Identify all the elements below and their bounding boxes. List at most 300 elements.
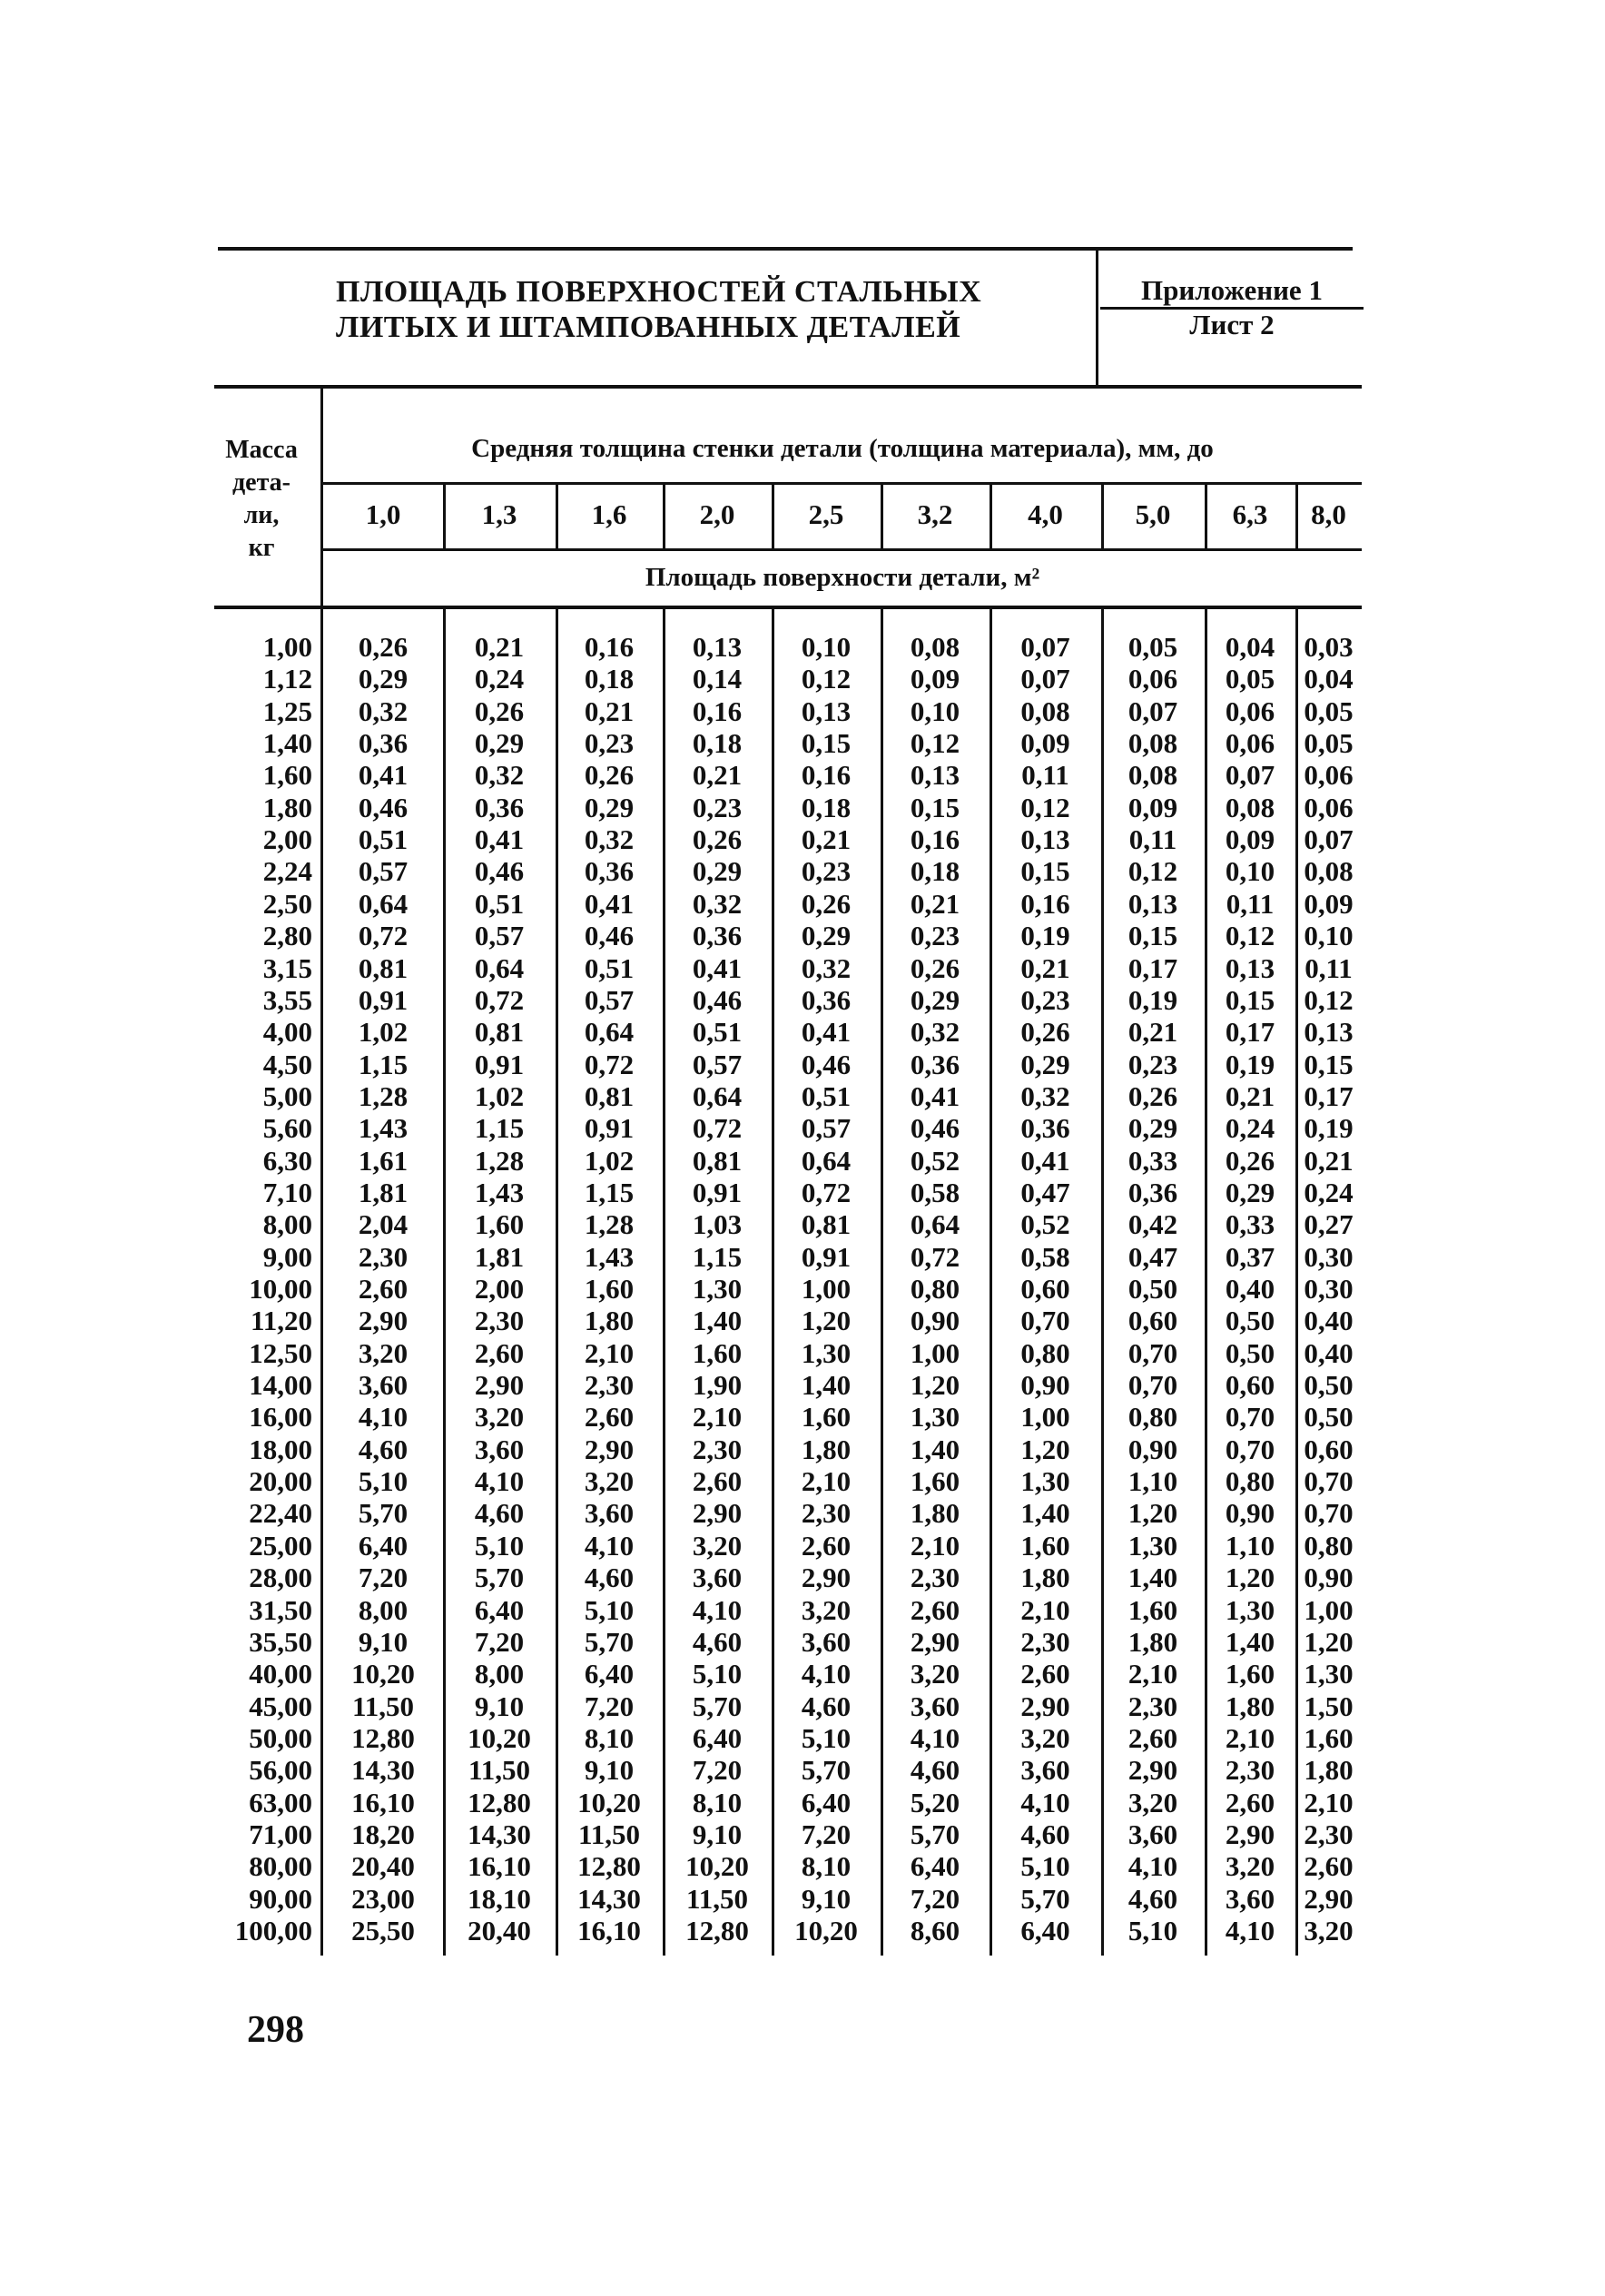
area-cell: 0,50 [1127,1273,1178,1305]
area-cell: 3,20 [474,1401,525,1434]
area-cell: 6,40 [474,1593,525,1626]
mass-cell: 16,00 [249,1401,312,1434]
area-cell: 0,21 [1127,1016,1178,1049]
mass-cell: 6,30 [262,1144,312,1177]
area-cell: 0,11 [1128,823,1177,856]
area-cell: 1,28 [358,1079,409,1112]
area-cell: 3,20 [1020,1721,1070,1754]
area-cell: 1,00 [1304,1593,1354,1626]
area-cell: 0,50 [1225,1305,1275,1337]
area-cell: 0,13 [910,759,960,792]
area-cell: 0,36 [692,920,743,952]
area-cell: 18,10 [468,1882,531,1915]
area-cell: 0,50 [1225,1336,1275,1369]
area-cell: 10,20 [351,1658,415,1690]
area-cell: 0,08 [1127,727,1178,760]
area-cell: 0,12 [910,727,960,760]
area-cell: 0,12 [1304,983,1354,1016]
area-cell: 0,19 [1127,983,1178,1016]
area-cell: 4,60 [801,1690,852,1722]
area-cell: 0,06 [1225,727,1275,760]
area-cell: 1,30 [1225,1593,1275,1626]
area-cell: 0,26 [1225,1144,1275,1177]
mass-cell: 4,00 [262,1016,312,1049]
area-cell: 0,08 [1020,695,1070,727]
mass-cell: 71,00 [249,1818,312,1850]
area-header: Площадь поверхности детали, м² [645,563,1040,592]
area-cell: 1,80 [910,1497,960,1530]
area-cell: 0,06 [1127,663,1178,695]
area-cell: 3,60 [1020,1754,1070,1787]
area-cell: 1,02 [474,1079,525,1112]
area-cell: 0,81 [584,1079,635,1112]
area-cell: 1,80 [801,1433,852,1465]
column-header-divider [1205,485,1207,548]
area-cell: 0,16 [910,823,960,856]
area-cell: 2,30 [474,1305,525,1337]
thickness-column-header: 6,3 [1232,498,1268,530]
area-cell: 2,90 [474,1369,525,1402]
area-cell: 0,50 [1304,1401,1354,1434]
area-cell: 0,26 [692,823,743,856]
area-cell: 1,02 [584,1144,635,1177]
area-cell: 0,32 [910,1016,960,1049]
area-cell: 5,10 [1127,1915,1178,1946]
area-cell: 0,64 [910,1208,960,1241]
area-cell: 0,57 [474,920,525,952]
mass-cell: 28,00 [249,1562,312,1594]
area-cell: 0,37 [1225,1240,1275,1273]
area-cell: 0,07 [1020,631,1070,663]
thickness-column-header: 8,0 [1311,498,1346,530]
area-cell: 2,90 [1127,1754,1178,1787]
area-cell: 0,09 [1304,887,1354,920]
area-cell: 0,81 [801,1208,852,1241]
area-cell: 1,40 [910,1433,960,1465]
area-cell: 5,10 [1020,1850,1070,1883]
area-cell: 0,16 [692,695,743,727]
column-header-divider [990,485,992,548]
mass-cell: 100,00 [234,1915,312,1946]
area-cell: 5,20 [910,1786,960,1818]
area-cell: 5,70 [910,1818,960,1850]
area-cell: 4,10 [801,1658,852,1690]
area-cell: 0,40 [1225,1273,1275,1305]
area-cell: 0,90 [1020,1369,1070,1402]
area-cell: 0,05 [1304,695,1354,727]
area-cell: 1,40 [1020,1497,1070,1530]
area-cell: 2,60 [584,1401,635,1434]
area-cell: 5,70 [584,1625,635,1658]
area-cell: 1,40 [1127,1562,1178,1594]
area-cell: 12,80 [577,1850,641,1883]
area-cell: 0,26 [1020,1016,1070,1049]
area-cell: 11,50 [577,1818,641,1850]
mass-cell: 2,50 [262,887,312,920]
area-cell: 2,90 [1304,1882,1354,1915]
area-cell: 4,10 [474,1465,525,1498]
area-cell: 0,36 [801,983,852,1016]
area-cell: 8,00 [474,1658,525,1690]
area-cell: 0,29 [584,791,635,823]
thickness-column-header: 2,5 [808,498,844,530]
area-cell: 0,08 [1304,855,1354,888]
area-cell: 11,50 [468,1754,531,1787]
area-cell: 2,60 [1304,1850,1354,1883]
area-cell: 9,10 [474,1690,525,1722]
area-cell: 0,05 [1304,727,1354,760]
mass-cell: 7,10 [262,1176,312,1208]
mass-cell: 80,00 [249,1850,312,1883]
area-cell: 2,90 [801,1562,852,1594]
area-cell: 0,41 [692,951,743,984]
area-cell: 4,10 [1127,1850,1178,1883]
area-cell: 0,40 [1304,1336,1354,1369]
area-cell: 16,10 [351,1786,415,1818]
area-cell: 1,60 [1127,1593,1178,1626]
area-cell: 0,15 [1304,1048,1354,1080]
area-cell: 0,64 [474,951,525,984]
area-cell: 0,30 [1304,1240,1354,1273]
column-header-divider [663,485,665,548]
area-cell: 0,27 [1304,1208,1354,1241]
mass-cell: 40,00 [249,1658,312,1690]
area-cell: 2,60 [1225,1786,1275,1818]
area-cell: 0,26 [1127,1079,1178,1112]
area-cell: 0,41 [584,887,635,920]
area-cell: 3,20 [358,1336,409,1369]
area-cell: 0,08 [1127,759,1178,792]
area-cell: 0,29 [1225,1176,1275,1208]
area-cell: 2,60 [474,1336,525,1369]
area-cell: 0,46 [692,983,743,1016]
area-cell: 0,29 [1020,1048,1070,1080]
area-cell: 0,07 [1020,663,1070,695]
area-cell: 1,60 [692,1336,743,1369]
area-cell: 14,30 [577,1882,641,1915]
area-cell: 1,40 [1225,1625,1275,1658]
area-cell: 0,80 [1127,1401,1178,1434]
area-cell: 2,90 [910,1625,960,1658]
area-cell: 1,43 [358,1112,409,1145]
area-cell: 8,60 [910,1915,960,1946]
area-cell: 0,11 [1021,759,1069,792]
area-cell: 0,14 [692,663,743,695]
area-cell: 0,08 [910,631,960,663]
area-cell: 12,80 [685,1915,749,1946]
thickness-column-header: 1,0 [365,498,401,530]
area-cell: 5,10 [692,1658,743,1690]
area-cell: 1,60 [584,1273,635,1305]
area-cell: 0,52 [910,1144,960,1177]
area-cell: 4,60 [692,1625,743,1658]
mass-cell: 1,12 [262,663,312,695]
area-cell: 0,41 [474,823,525,856]
area-cell: 9,10 [584,1754,635,1787]
area-cell: 0,33 [1127,1144,1178,1177]
area-cell: 0,70 [1127,1369,1178,1402]
area-cell: 4,10 [692,1593,743,1626]
area-cell: 11,50 [351,1690,415,1722]
area-cell: 3,20 [1304,1915,1354,1946]
area-cell: 1,43 [474,1176,525,1208]
area-cell: 6,40 [801,1786,852,1818]
thickness-header: Средняя толщина стенки детали (толщина материала), мм, до [471,434,1214,463]
area-cell: 1,80 [1127,1625,1178,1658]
area-cell: 0,91 [358,983,409,1016]
area-cell: 23,00 [351,1882,415,1915]
area-cell: 0,30 [1304,1273,1354,1305]
mass-cell: 2,24 [262,855,312,888]
header-divider [1096,247,1098,388]
area-cell: 1,20 [1020,1433,1070,1465]
area-cell: 1,15 [584,1176,635,1208]
thickness-column-header: 5,0 [1135,498,1171,530]
area-cell: 2,30 [584,1369,635,1402]
area-cell: 3,20 [910,1658,960,1690]
area-cell: 0,08 [1225,791,1275,823]
area-cell: 0,23 [801,855,852,888]
area-cell: 0,06 [1225,695,1275,727]
area-cell: 12,80 [351,1721,415,1754]
area-cell: 1,80 [1304,1754,1354,1787]
area-cell: 5,70 [358,1497,409,1530]
area-cell: 0,52 [1020,1208,1070,1241]
area-cell: 0,51 [358,823,409,856]
area-cell: 0,90 [1304,1562,1354,1594]
area-cell: 6,40 [910,1850,960,1883]
area-cell: 0,04 [1304,663,1354,695]
thickness-column-header: 1,3 [481,498,517,530]
area-cell: 8,10 [801,1850,852,1883]
area-cell: 0,24 [1225,1112,1275,1145]
area-cell: 1,60 [1225,1658,1275,1690]
area-cell: 0,21 [584,695,635,727]
thickness-column-header: 4,0 [1028,498,1063,530]
area-cell: 2,10 [1020,1593,1070,1626]
area-cell: 0,46 [801,1048,852,1080]
area-cell: 0,80 [1020,1336,1070,1369]
mass-cell: 63,00 [249,1786,312,1818]
area-cell: 0,12 [801,663,852,695]
appendix-label: Приложение 1 [1141,274,1323,306]
area-cell: 2,30 [692,1433,743,1465]
area-cell: 5,70 [474,1562,525,1594]
area-cell: 7,20 [801,1818,852,1850]
area-cell: 1,20 [910,1369,960,1402]
columns-rule [323,548,1362,551]
area-cell: 0,26 [358,631,409,663]
area-cell: 0,16 [801,759,852,792]
area-cell: 1,28 [474,1144,525,1177]
mass-cell: 4,50 [262,1048,312,1080]
area-cell: 0,11 [1226,887,1275,920]
area-cell: 0,58 [910,1176,960,1208]
title-line-1: ПЛОЩАДЬ ПОВЕРХНОСТЕЙ СТАЛЬНЫХ [336,275,982,309]
area-cell: 1,30 [1020,1465,1070,1498]
table-header-bottom-rule [214,606,1362,609]
area-cell: 0,32 [358,695,409,727]
area-cell: 7,20 [692,1754,743,1787]
area-cell: 0,51 [692,1016,743,1049]
area-cell: 4,60 [474,1497,525,1530]
area-cell: 1,43 [584,1240,635,1273]
area-cell: 0,72 [474,983,525,1016]
area-cell: 1,80 [584,1305,635,1337]
area-cell: 10,20 [685,1850,749,1883]
area-cell: 0,21 [910,887,960,920]
area-cell: 0,09 [1127,791,1178,823]
area-cell: 2,30 [358,1240,409,1273]
area-cell: 0,12 [1225,920,1275,952]
mass-cell: 5,60 [262,1112,312,1145]
area-cell: 1,40 [692,1305,743,1337]
area-cell: 0,60 [1304,1433,1354,1465]
area-cell: 0,09 [1020,727,1070,760]
area-cell: 0,18 [910,855,960,888]
area-cell: 0,72 [801,1176,852,1208]
mass-header-line: кг [248,534,275,562]
column-header-divider [556,485,558,548]
area-cell: 0,26 [584,759,635,792]
area-cell: 9,10 [801,1882,852,1915]
area-cell: 0,58 [1020,1240,1070,1273]
area-cell: 2,90 [584,1433,635,1465]
area-cell: 0,41 [358,759,409,792]
area-cell: 1,90 [692,1369,743,1402]
area-cell: 0,29 [1127,1112,1178,1145]
mass-cell: 2,80 [262,920,312,952]
area-cell: 0,36 [474,791,525,823]
area-cell: 0,10 [1304,920,1354,952]
area-cell: 0,70 [1225,1433,1275,1465]
area-cell: 0,21 [1020,951,1070,984]
area-cell: 0,07 [1304,823,1354,856]
area-cell: 0,32 [692,887,743,920]
area-cell: 2,90 [692,1497,743,1530]
area-cell: 4,60 [1020,1818,1070,1850]
area-cell: 0,26 [910,951,960,984]
area-cell: 0,51 [474,887,525,920]
area-cell: 5,10 [358,1465,409,1498]
area-cell: 0,07 [1225,759,1275,792]
area-cell: 1,30 [1304,1658,1354,1690]
area-cell: 0,80 [1225,1465,1275,1498]
area-cell: 0,23 [910,920,960,952]
area-cell: 0,11 [1305,951,1353,984]
area-cell: 0,47 [1127,1240,1178,1273]
area-cell: 0,41 [1020,1144,1070,1177]
area-cell: 3,60 [474,1433,525,1465]
area-cell: 2,60 [1127,1721,1178,1754]
area-cell: 1,60 [1304,1721,1354,1754]
area-cell: 6,40 [358,1529,409,1562]
area-cell: 0,15 [910,791,960,823]
area-cell: 2,10 [801,1465,852,1498]
area-cell: 0,81 [358,951,409,984]
area-cell: 5,10 [474,1529,525,1562]
area-cell: 0,46 [358,791,409,823]
mass-cell: 10,00 [249,1273,312,1305]
area-cell: 0,17 [1225,1016,1275,1049]
area-cell: 3,60 [692,1562,743,1594]
area-cell: 2,10 [1304,1786,1354,1818]
mass-cell: 90,00 [249,1882,312,1915]
area-cell: 0,23 [692,791,743,823]
area-cell: 0,23 [1127,1048,1178,1080]
mass-cell: 14,00 [249,1369,312,1402]
area-cell: 1,10 [1225,1529,1275,1562]
area-cell: 0,13 [1020,823,1070,856]
area-cell: 1,20 [801,1305,852,1337]
area-cell: 0,23 [584,727,635,760]
area-cell: 0,72 [910,1240,960,1273]
sheet-label: Лист 2 [1189,309,1275,340]
area-cell: 3,20 [801,1593,852,1626]
area-cell: 3,60 [910,1690,960,1722]
area-cell: 1,30 [801,1336,852,1369]
mass-column-header [207,434,316,565]
area-cell: 2,30 [1304,1818,1354,1850]
area-cell: 0,36 [1127,1176,1178,1208]
area-cell: 1,02 [358,1016,409,1049]
area-cell: 2,04 [358,1208,409,1241]
area-cell: 0,90 [910,1305,960,1337]
mass-header-line: ли, [243,501,280,529]
area-cell: 9,10 [692,1818,743,1850]
area-cell: 20,40 [351,1850,415,1883]
area-cell: 1,15 [474,1112,525,1145]
column-header-divider [881,485,883,548]
header-bottom-rule [214,385,1362,389]
mass-cell: 25,00 [249,1529,312,1562]
area-cell: 0,18 [584,663,635,695]
area-cell: 0,46 [910,1112,960,1145]
mass-cell: 3,15 [262,951,312,984]
area-cell: 0,19 [1225,1048,1275,1080]
column-header-divider [1295,485,1298,548]
area-cell: 1,10 [1127,1465,1178,1498]
area-cell: 1,60 [1020,1529,1070,1562]
area-cell: 0,60 [1225,1369,1275,1402]
area-cell: 25,50 [351,1915,415,1946]
area-cell: 0,24 [474,663,525,695]
area-cell: 4,60 [910,1754,960,1787]
area-cell: 0,29 [474,727,525,760]
area-cell: 0,21 [474,631,525,663]
mass-header-line: Масса [225,436,298,464]
area-cell: 0,03 [1304,631,1354,663]
area-cell: 3,20 [1225,1850,1275,1883]
area-cell: 0,91 [584,1112,635,1145]
area-cell: 0,72 [358,920,409,952]
area-cell: 0,29 [358,663,409,695]
area-cell: 4,10 [584,1529,635,1562]
area-cell: 0,17 [1304,1079,1354,1112]
area-cell: 0,47 [1020,1176,1070,1208]
area-cell: 0,26 [801,887,852,920]
column-header-divider [772,485,774,548]
area-cell: 2,90 [1020,1690,1070,1722]
area-cell: 3,20 [584,1465,635,1498]
area-cell: 1,15 [358,1048,409,1080]
area-cell: 1,20 [1225,1562,1275,1594]
area-cell: 2,10 [1127,1658,1178,1690]
area-cell: 2,60 [692,1465,743,1498]
area-cell: 0,15 [1225,983,1275,1016]
column-header-divider [443,485,446,548]
area-cell: 0,10 [910,695,960,727]
